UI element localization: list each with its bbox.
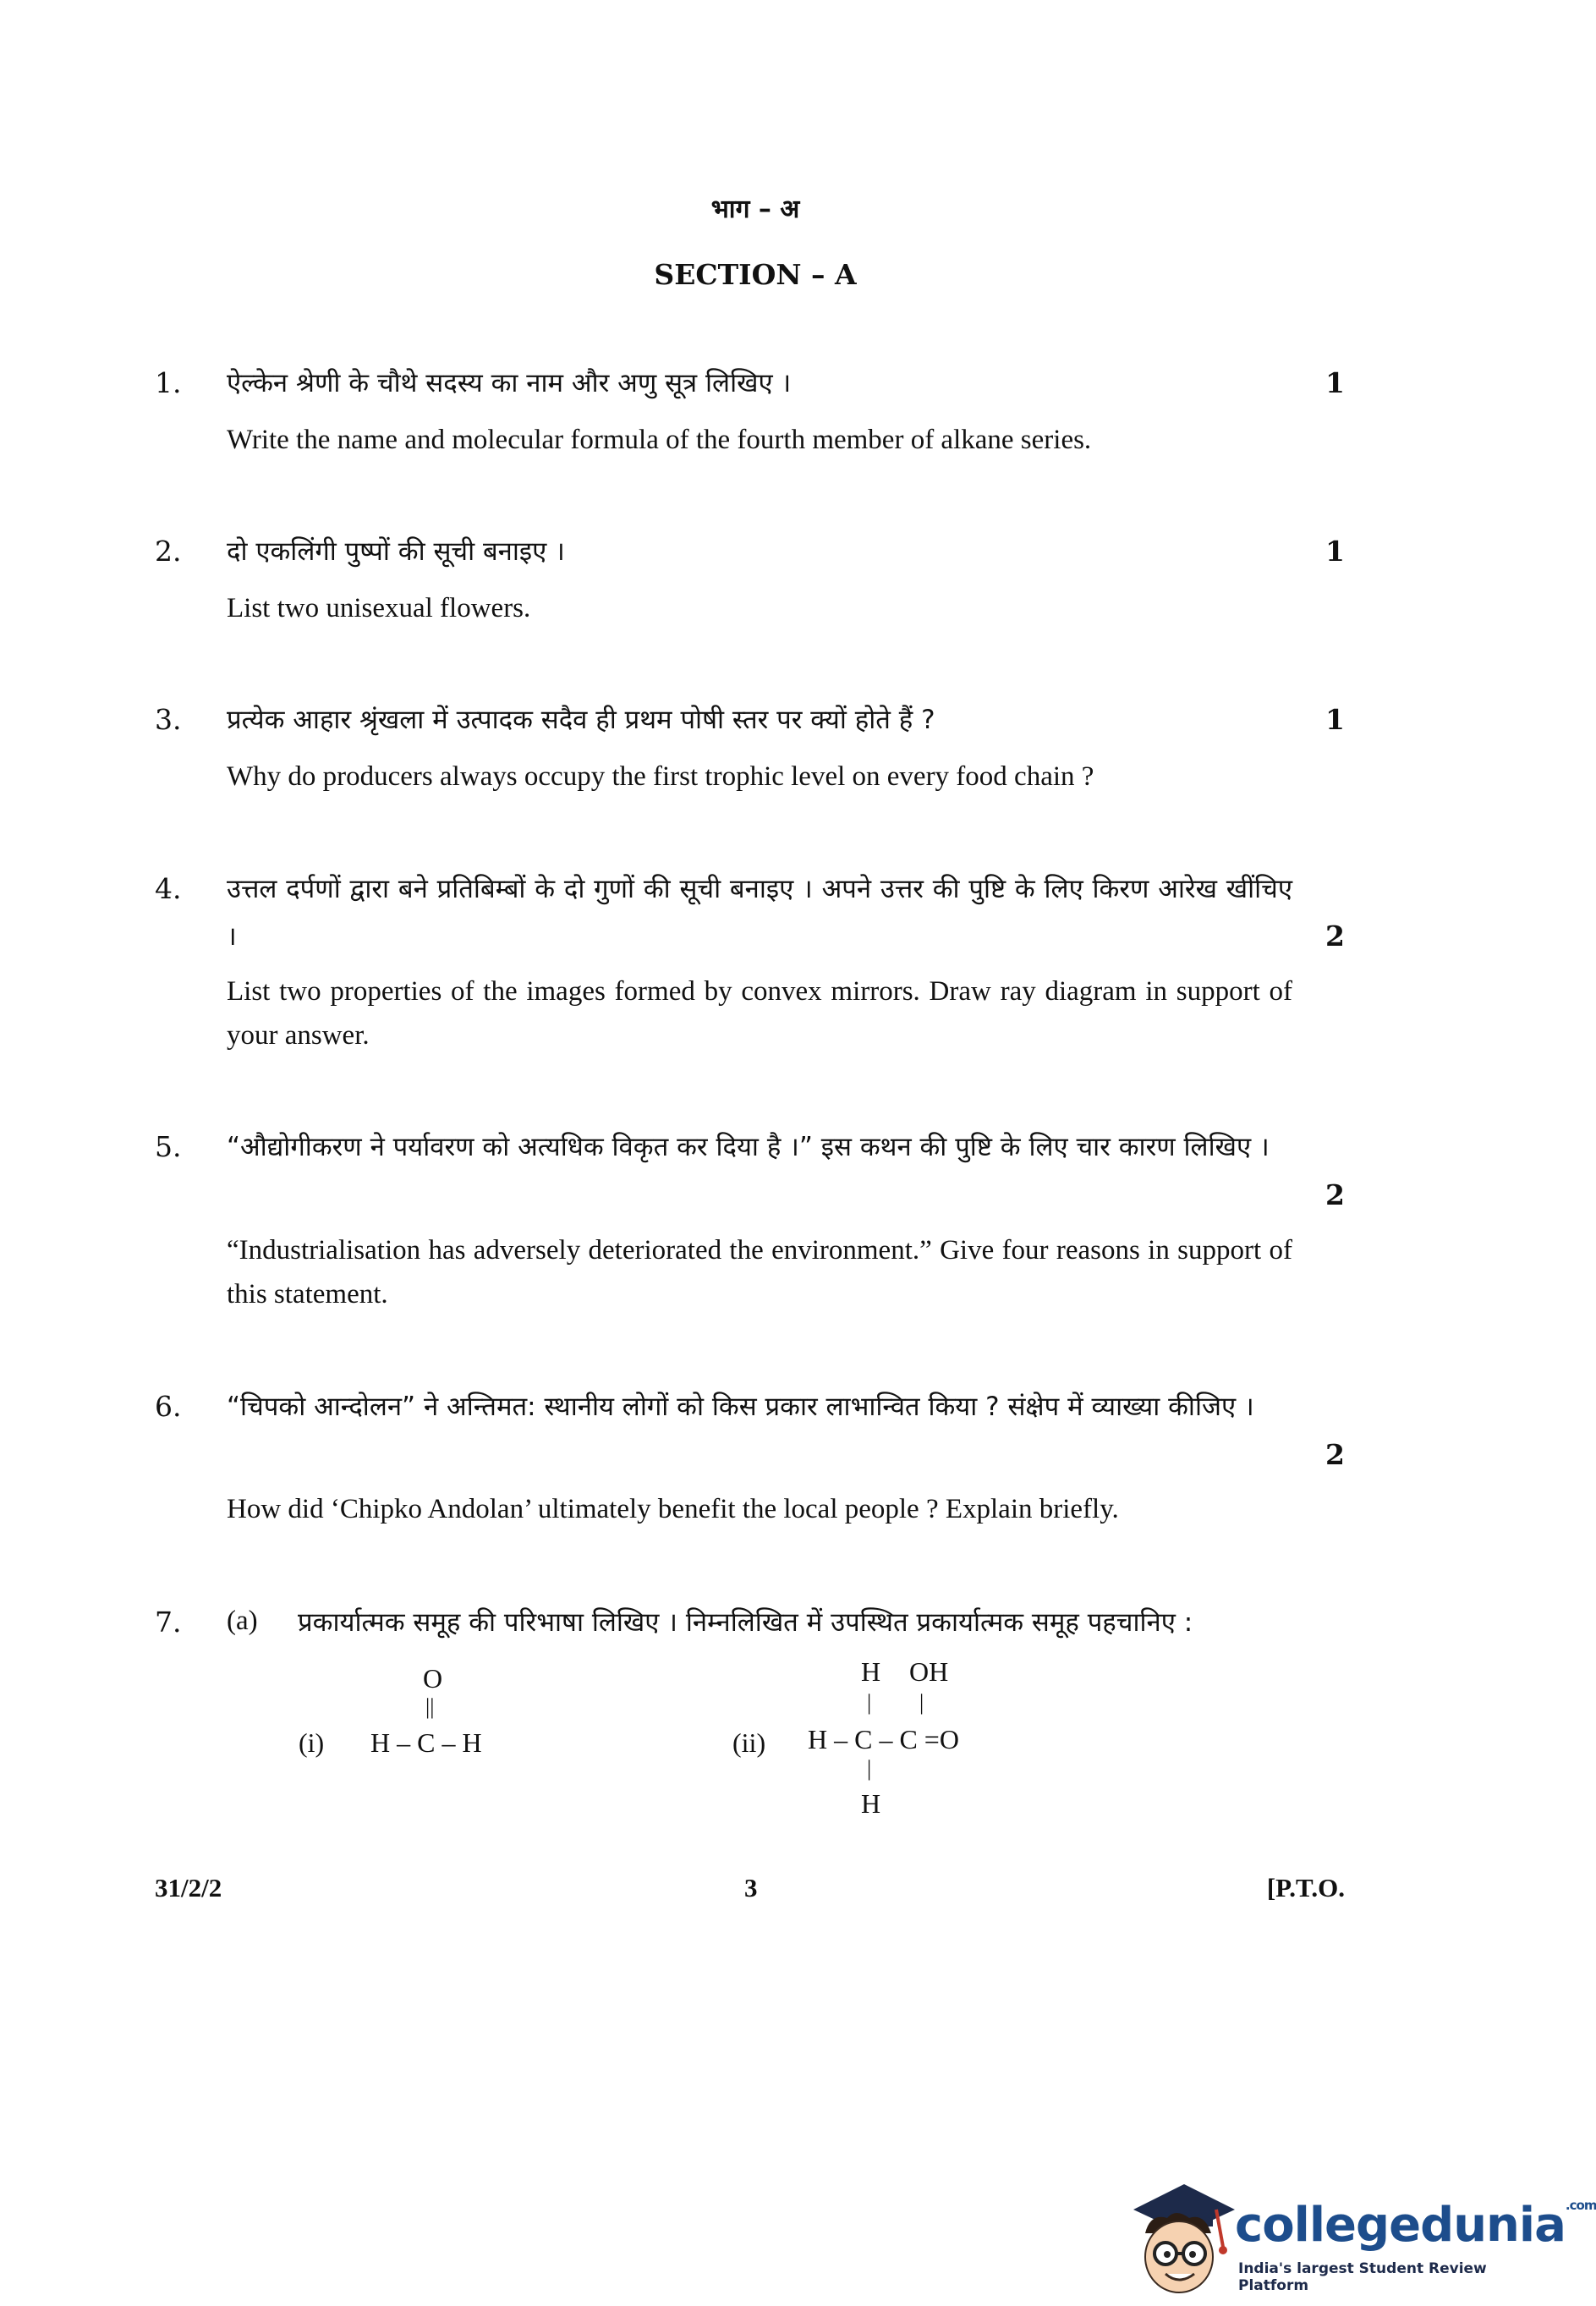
paper-code: 31/2/2 — [155, 1873, 222, 1902]
question-4-number: 4. — [155, 872, 182, 905]
question-4-english: List two properties of the images formed by convex mirrors. Draw ray diagram in support of your answer. — [227, 976, 1292, 1051]
structure-ii-bond-upper-left: | — [867, 1690, 872, 1715]
structure-ii-top-h: H — [861, 1656, 881, 1687]
question-3-hindi: प्रत्येक आहार श्रृंखला में उत्पादक सदैव ही प्रथम पोषी स्तर पर क्यों होते हैं ? — [227, 705, 935, 735]
question-5-english: “Industrialisation has adversely deteriorated the environment.” Give four reasons in support of this statement. — [227, 1235, 1292, 1309]
structure-ii-bottom-h: H — [861, 1788, 881, 1819]
question-6-hindi: “चिपको आन्दोलन” ने अन्तिमत: स्थानीय लोगों को किस प्रकार लाभान्वित किया ? संक्षेप में व्याख्या कीजिए । — [227, 1392, 1254, 1422]
logo-name: collegedunia — [1235, 2198, 1566, 2253]
question-2-number: 2. — [155, 535, 182, 568]
question-4-marks: 2 — [1325, 920, 1345, 953]
structure-i-label: (i) — [299, 1727, 325, 1758]
structure-ii-formula: H – C – C =O — [808, 1724, 959, 1754]
question-5-hindi: “औद्योगीकरण ने पर्यावरण को अत्यधिक विकृत कर दिया है ।” इस कथन की पुष्टि के लिए चार कारण लिखिए । — [227, 1132, 1270, 1162]
question-2-hindi: दो एकलिंगी पुष्पों की सूची बनाइए । — [227, 536, 565, 567]
collegedunia-logo — [1116, 2174, 1596, 2306]
question-7-part-a: (a) — [227, 1606, 258, 1636]
structure-ii-bond-upper-right: | — [919, 1690, 924, 1715]
question-6-number: 6. — [155, 1390, 182, 1423]
question-3-english: Why do producers always occupy the first trophic level on every food chain ? — [227, 761, 1094, 792]
question-1-english: Write the name and molecular formula of the fourth member of alkane series. — [227, 425, 1092, 455]
section-title-hindi: भाग – अ — [710, 195, 800, 224]
question-3-marks: 1 — [1325, 703, 1345, 736]
logo-tagline: India's largest Student Review Platform — [1238, 2260, 1487, 2294]
structure-i-oxygen: O — [423, 1663, 443, 1694]
structure-ii-label: (ii) — [732, 1727, 766, 1758]
structure-i-double-bond: || — [425, 1694, 435, 1719]
question-1-marks: 1 — [1325, 366, 1345, 399]
question-4-hindi: उत्तल दर्पणों द्वारा बने प्रतिबिम्बों के दो गुणों की सूची बनाइए । अपने उत्तर की पुष्टि के लिए किरण आरेख खींचिए । — [227, 874, 1292, 952]
question-1-number: 1. — [155, 366, 182, 399]
question-6-marks: 2 — [1325, 1438, 1345, 1471]
structure-ii-bond-lower: | — [867, 1756, 872, 1781]
question-2-marks: 1 — [1325, 535, 1345, 568]
structure-i-formula: H – C – H — [370, 1727, 482, 1758]
question-7-hindi: प्रकार्यात्मक समूह की परिभाषा लिखिए । निम्नलिखित में उपस्थित प्रकार्यात्मक समूह पहचानिए : — [298, 1607, 1193, 1638]
page-number: 3 — [744, 1873, 758, 1902]
mascot-icon — [1116, 2174, 1235, 2301]
question-3-number: 3. — [155, 703, 182, 736]
question-5-marks: 2 — [1325, 1178, 1345, 1211]
question-7-number: 7. — [155, 1606, 182, 1639]
structure-ii-top-oh: OH — [909, 1656, 949, 1687]
question-6-english: How did ‘Chipko Andolan’ ultimately benefit the local people ? Explain briefly. — [227, 1494, 1119, 1524]
question-5-number: 5. — [155, 1130, 182, 1163]
section-title: SECTION – A — [654, 258, 857, 291]
question-2-english: List two unisexual flowers. — [227, 593, 531, 623]
please-turn-over: [P.T.O. — [1266, 1873, 1345, 1902]
logo-suffix: .com — [1565, 2198, 1596, 2213]
question-1-hindi: ऐल्केन श्रेणी के चौथे सदस्य का नाम और अणु सूत्र लिखिए । — [227, 368, 792, 398]
